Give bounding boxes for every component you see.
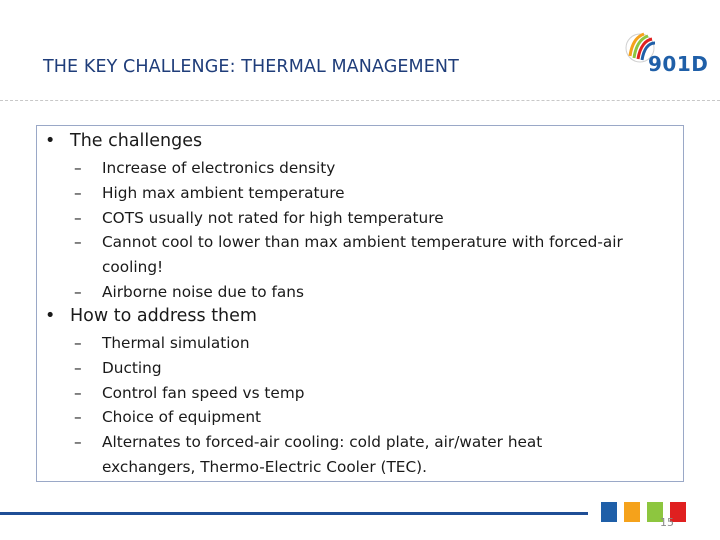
dash-marker: – bbox=[74, 183, 82, 202]
section-heading-text: How to address them bbox=[70, 306, 257, 326]
brand-square bbox=[601, 502, 617, 522]
logo bbox=[622, 30, 712, 82]
list-item-text: Thermal simulation bbox=[102, 334, 250, 352]
section-item-list bbox=[74, 156, 634, 305]
list-item bbox=[74, 280, 634, 305]
list-item bbox=[74, 156, 634, 181]
slide-title: THE KEY CHALLENGE: THERMAL MANAGEMENT bbox=[43, 57, 459, 77]
bottom-rule bbox=[0, 512, 588, 515]
dash-marker: – bbox=[74, 358, 82, 377]
section-heading-text: The challenges bbox=[70, 131, 203, 151]
page-number: 15 bbox=[660, 516, 674, 529]
list-item-text: Ducting bbox=[102, 358, 162, 377]
section-item-list bbox=[74, 331, 634, 480]
dash-marker: – bbox=[74, 233, 82, 252]
dash-marker: – bbox=[74, 159, 82, 177]
list-item-text: Increase of electronics density bbox=[102, 159, 336, 177]
list-item bbox=[74, 405, 634, 430]
dash-marker: – bbox=[74, 383, 82, 402]
list-item-text: Airborne noise due to fans bbox=[102, 282, 304, 301]
dash-marker: – bbox=[74, 282, 82, 301]
top-divider bbox=[0, 100, 720, 101]
list-item bbox=[74, 181, 634, 206]
list-item bbox=[74, 356, 634, 381]
list-item-text: Alternates to forced-air cooling: cold plate, air/water heat exchangers, Thermo-Electric Cooler (TEC). bbox=[102, 433, 543, 476]
list-item bbox=[74, 230, 634, 280]
bullet-marker: • bbox=[45, 306, 56, 326]
brand-square bbox=[624, 502, 640, 522]
logo-text: 901D bbox=[648, 52, 709, 76]
list-item-text: Choice of equipment bbox=[102, 408, 262, 427]
dash-marker: – bbox=[74, 408, 82, 427]
list-item-text: Control fan speed vs temp bbox=[102, 383, 305, 402]
list-item bbox=[74, 331, 634, 356]
list-item bbox=[74, 206, 634, 231]
list-item bbox=[74, 381, 634, 406]
dash-marker: – bbox=[74, 433, 82, 452]
list-item-text: COTS usually not rated for high temperature bbox=[102, 208, 444, 227]
dash-marker: – bbox=[74, 334, 82, 352]
dash-marker: – bbox=[74, 208, 82, 227]
list-item-text: Cannot cool to lower than max ambient temperature with forced-air cooling! bbox=[102, 233, 623, 277]
list-item-text: High max ambient temperature bbox=[102, 183, 345, 202]
list-item bbox=[74, 430, 634, 480]
bullet-marker: • bbox=[45, 131, 56, 151]
